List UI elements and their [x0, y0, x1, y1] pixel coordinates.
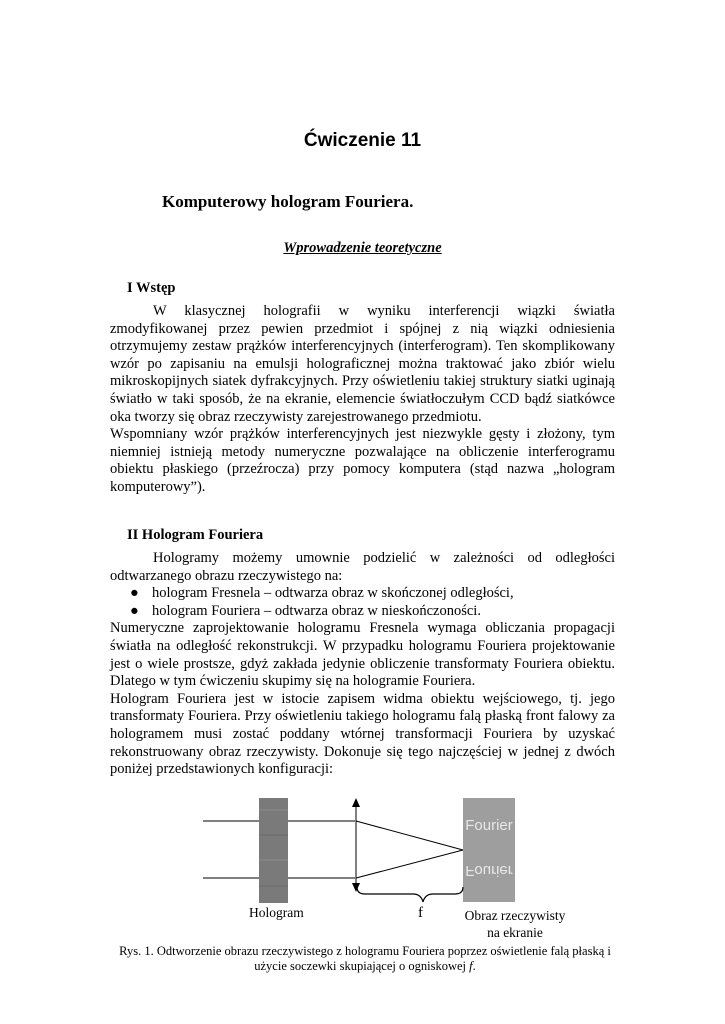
figure-caption [115, 944, 615, 974]
paragraph: Hologram Fouriera jest w istocie zapisem widma obiektu wejściowego, tj. jego transformaty Fouriera. Przy oświetleniu takiego hologramu falą płaską front falowy za hologramem musi zostać poddany wtórnej transformacji Fouriera by uzyskać rekonstruowany obraz rzeczywisty. Dokonuje się tego najczęściej w jednej z dwóch poniżej przedstawionych konfiguracji: [110, 690, 615, 778]
screen-image-text: Fourier [465, 817, 513, 834]
figure-label-hologram: Hologram [249, 905, 304, 920]
caption-text: . [472, 959, 476, 973]
document-subtitle: Komputerowy hologram Fouriera. [162, 192, 414, 211]
list-item-text: hologram Fresnela – odtwarza obraz w skończonej odległości, [152, 585, 514, 602]
caption-line [115, 959, 615, 974]
focal-length-brace [357, 887, 463, 902]
section-fourier-body [110, 550, 615, 779]
converging-ray-bottom [356, 850, 463, 878]
image-screen [463, 798, 515, 902]
screen-image-inverted [465, 862, 513, 879]
page-title: Ćwiczenie 11 [303, 130, 422, 151]
bullet-icon: ● [130, 585, 139, 602]
screen-image-text-inverted: Fourier [465, 862, 513, 879]
list-item [110, 585, 615, 603]
converging-ray-top [356, 821, 463, 850]
paragraph: W klasycznej holografii w wyniku interferencji wiązki światła zmodyfikowanej przez pewien przedmiot i spójnej z nią wiązki odniesienia otrzymujemy zestaw prążków interferencyjnych (interferogram). Ten skomplikowany wzór po zapisaniu na emulsji holograficznej można traktować jako zbiór wielu mikroskopijnych siatek dyfrakcyjnych. Przy oświetleniu takiej struktury siatki uginają światło w taki sposób, że na ekranie, elemencie światłoczułym CCD bądź siatkówce oka tworzy się obraz rzeczywisty zarejestrowanego przedmiotu. [110, 303, 615, 425]
figure-label-image-line: Obraz rzeczywisty [464, 908, 566, 923]
intro-heading: Wprowadzenie teoretyczne [283, 240, 442, 256]
figure-label-focal-length: f [418, 905, 423, 921]
paragraph: Numeryczne zaprojektowanie hologramu Fresnela wymaga obliczania propagacji światła na odległość rekonstrukcji. W przypadku hologramu Fouriera projektowanie jest o wiele prostsze, gdyż zakłada jedynie obliczenie transformaty Fouriera obiektu. Dlatego w tym ćwiczeniu skupimy się na hologramie Fouriera. [110, 620, 615, 690]
paragraph: Wspomniany wzór prążków interferencyjnych jest niezwykle gęsty i złożony, tym niemniej istnieją metody numeryczne pozwalające na obliczenie interferogramu obiektu płaskiego (przeźrocza) przy pomocy komputera (stąd nazwa „hologram komputerowy”). [110, 426, 615, 495]
caption-line: Rys. 1. Odtworzenie obrazu rzeczywistego z hologramu Fouriera poprzez oświetlenie falą płaską i [119, 944, 611, 958]
figure-label-image-line: na ekranie [487, 925, 543, 940]
figure-label-image [462, 907, 568, 941]
lens-arrow-bottom-icon [352, 883, 360, 892]
list-item [110, 603, 615, 621]
optical-setup-diagram [195, 790, 575, 910]
lens-arrow-top-icon [352, 798, 360, 807]
bullet-list [110, 585, 615, 620]
section-heading-intro: I Wstęp [127, 280, 176, 296]
caption-variable: f [469, 959, 473, 973]
hologram-plate [259, 798, 288, 903]
caption-text: użycie soczewki skupiającej o ogniskowej [254, 959, 470, 973]
bullet-icon: ● [130, 602, 139, 619]
list-item-text: hologram Fouriera – odtwarza obraz w nieskończoności. [152, 602, 481, 619]
paragraph: Hologramy możemy umownie podzielić w zależności od odległości odtwarzanego obrazu rzeczywistego na: [110, 550, 615, 584]
section-intro-body [110, 303, 615, 497]
section-heading-fourier: II Hologram Fouriera [127, 527, 264, 543]
